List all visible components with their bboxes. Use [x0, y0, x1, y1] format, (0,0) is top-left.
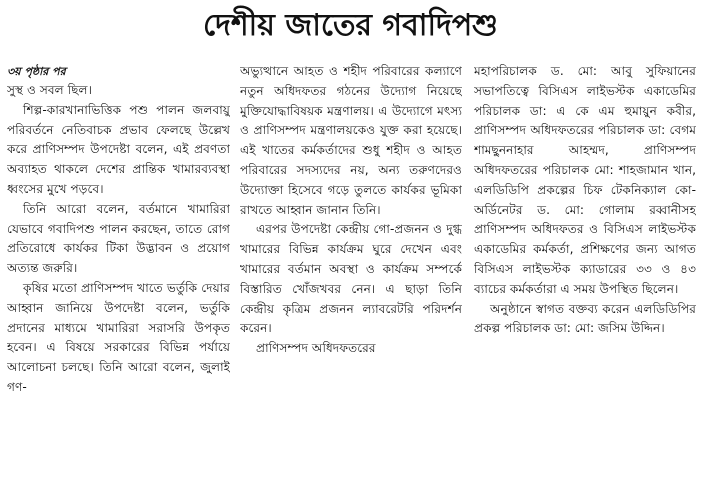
continued-from-label: ৩য় পৃষ্ঠার পর	[7, 65, 66, 78]
article-column-2	[240, 62, 462, 480]
paragraph: কৃষির মতো প্রাণিসম্পদ খাতে ভর্তুকি দেয়ার আহ্বান জানিয়ে উপদেষ্টা বলেন, ভর্তুকি প্রদানের মাধ্যমে খামারিরা সরাসরি উপকৃত হবেন। এ বিষয়ে সরকারের বিভিন্ন পর্যায়ে আলোচনা চলছে। তিনি আরো বলেন, জুলাই গণ-	[7, 280, 230, 394]
article-column-1	[7, 62, 230, 480]
headline: দেশীয় জাতের গবাদিপশু	[202, 8, 499, 43]
paragraph: অভ্যুত্থানে আহত ও শহীদ পরিবারের কল্যাণে নতুন অধিদফতর গঠনের উদ্যোগ নিয়েছে মুক্তিযোদ্ধাবিষয়ক মন্ত্রণালয়। এ উদ্যোগে মৎস্য ও প্রাণিসম্পদ মন্ত্রণালয়কেও যুক্ত করা হয়েছে। এই খাতের কর্মকর্তাদের শুধু শহীদ ও আহত পরিবারের সদস্যদের নয়, অন্য তরুণদেরও উদ্যোক্তা হিসেবে গড়ে তুলতে কার্যকর ভূমিকা রাখতে আহ্বান জানান তিনি।	[240, 64, 462, 217]
paragraph: শিল্প-কারখানাভিত্তিক পশু পালন জলবায়ু পরিবর্তনে নেতিবাচক প্রভাব ফেলছে উল্লেখ করে প্রাণিসম্পদ উপদেষ্টা বলেন, এই প্রবণতা অব্যাহত থাকলে দেশের প্রান্তিক খামারব্যবস্থা ধ্বংসের মুখে পড়বে।	[7, 102, 230, 196]
article-column-3	[474, 62, 696, 480]
paragraph: অনুষ্ঠানে স্বাগত বক্তব্য করেন এলডিডিপির প্রকল্প পরিচালক ডা: মো: জসিম উদ্দিন।	[474, 301, 696, 336]
paragraph: তিনি আরো বলেন, বর্তমানে খামারিরা যেভাবে গবাদিপশু পালন করছেন, তাতে রোগ প্রতিরোধে কার্যকর টিকা উদ্ভাবন ও প্রয়োগ অত্যন্ত জরুরি।	[7, 201, 230, 276]
paragraph: মহাপরিচালক ড. মো: আবু সুফিয়ানের সভাপতিত্বে বিসিএস লাইভস্টক একাডেমির পরিচালক ডা: এ কে এম হুমায়ুন কবীর, প্রাণিসম্পদ অধিদফতরের পরিচালক ডা: বেগম শামছুননাহার আহম্মদ, প্রাণিসম্পদ অধিদফতরের পরিচালক মো: শাহজামান খান, এলডিডিপি প্রকল্পের চিফ টেকনিক্যাল কো-অর্ডিনেটর ড. মো: গোলাম রব্বানীসহ প্রাণিসম্পদ অধিদফতর ও বিসিএস লাইভস্টক একাডেমির কর্মকর্তা, প্রশিক্ষণের জন্য আগত বিসিএস লাইভস্টক ক্যাডারের ৩৩ ও ৪৩ ব্যাচের কর্মকর্তারা এ সময় উপস্থিত ছিলেন।	[474, 64, 696, 296]
paragraph: প্রাণিসম্পদ অধিদফতরের	[256, 341, 376, 356]
paragraph: সুস্থ ও সবল ছিল।	[7, 83, 92, 97]
paragraph: এরপর উপদেষ্টা কেন্দ্রীয় গো-প্রজনন ও দুগ্ধ খামারের বিভিন্ন কার্যক্রম ঘুরে দেখেন এবং খামারের বর্তমান অবস্থা ও কার্যক্রম সম্পর্কে বিস্তারিত খোঁজখবর নেন। এ ছাড়া তিনি কেন্দ্রীয় কৃত্রিম প্রজনন ল্যাবরেটরি পরিদর্শন করেন।	[240, 222, 462, 336]
